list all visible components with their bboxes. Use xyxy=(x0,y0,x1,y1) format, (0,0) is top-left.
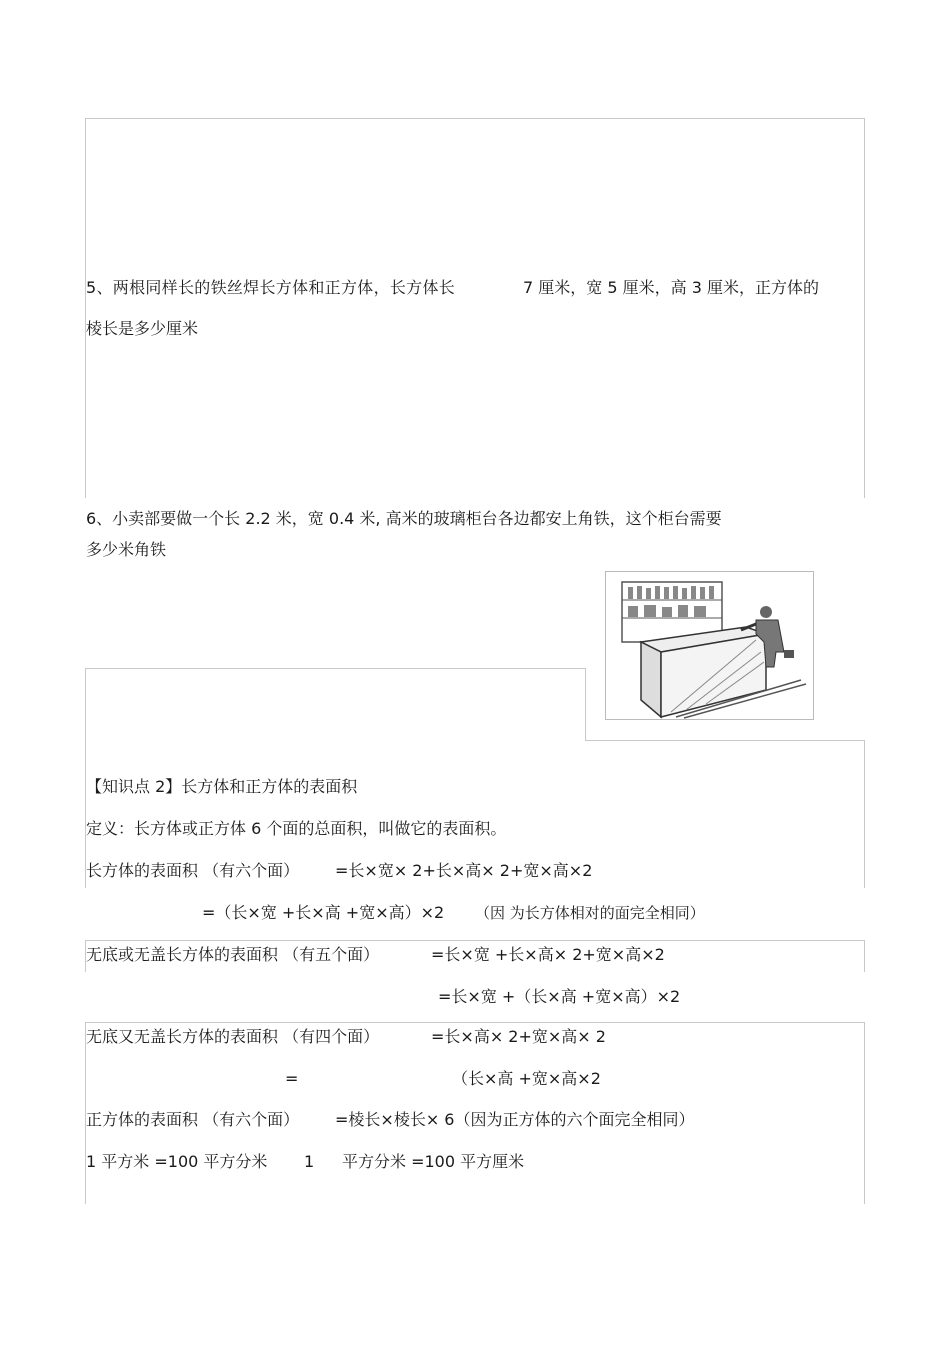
box2-step-top xyxy=(585,740,865,741)
units-a: 1 平方米 =100 平方分米 xyxy=(86,1152,268,1171)
formula1b-note: （因 为长方体相对的面完全相同） xyxy=(475,904,705,922)
formula1: =长×宽× 2+长×高× 2+宽×高×2 xyxy=(335,861,593,880)
formula4-label: 正方体的表面积 （有六个面） xyxy=(86,1110,300,1129)
row2-border xyxy=(85,1022,865,1023)
row2-border-right xyxy=(864,1022,865,1204)
box2-right-border xyxy=(864,740,865,888)
formula3b-equals: = xyxy=(285,1069,299,1088)
units-b: 1 xyxy=(304,1152,315,1171)
definition: 定义：长方体或正方体 6 个面的总面积，叫做它的表面积。 xyxy=(86,819,507,838)
knowledge-title: 【知识点 2】长方体和正方体的表面积 xyxy=(86,777,358,796)
formula3b: （长×高 +宽×高×2 xyxy=(452,1069,601,1088)
row-border xyxy=(85,940,865,941)
problem5-line1: 5、两根同样长的铁丝焊长方体和正方体，长方体长 xyxy=(86,278,456,297)
problem6-line1: 6、小卖部要做一个长 2.2 米，宽 0.4 米, 高米的玻璃柜台各边都安上角铁，这个柜台需要 xyxy=(86,509,722,528)
box2-top-border xyxy=(85,668,585,669)
formula3-label: 无底又无盖长方体的表面积 （有四个面） xyxy=(86,1027,380,1046)
formula2b: =长×宽 +（长×高 +宽×高）×2 xyxy=(438,987,681,1006)
box-top-border xyxy=(85,118,865,119)
formula2-label: 无底或无盖长方体的表面积 （有五个面） xyxy=(86,945,380,964)
problem5-line2: 棱长是多少厘米 xyxy=(86,319,199,338)
counter-illustration xyxy=(605,571,814,720)
problem6-line2: 多少米角铁 xyxy=(86,540,167,559)
units-c: 平方分米 =100 平方厘米 xyxy=(342,1152,525,1171)
formula2: =长×宽 +长×高× 2+宽×高×2 xyxy=(431,945,665,964)
formula3: =长×高× 2+宽×高× 2 xyxy=(431,1027,606,1046)
box-right-border xyxy=(864,118,865,498)
formula1-label: 长方体的表面积 （有六个面） xyxy=(86,861,300,880)
box-left-border xyxy=(85,118,86,498)
box2-step-border xyxy=(585,668,586,741)
formula1b: =（长×宽 +长×高 +宽×高）×2 xyxy=(202,903,445,922)
formula4: =棱长×棱长× 6（因为正方体的六个面完全相同） xyxy=(335,1110,695,1129)
row-border-right xyxy=(864,940,865,972)
problem5-line1b: 7 厘米，宽 5 厘米，高 3 厘米，正方体的 xyxy=(523,278,819,297)
